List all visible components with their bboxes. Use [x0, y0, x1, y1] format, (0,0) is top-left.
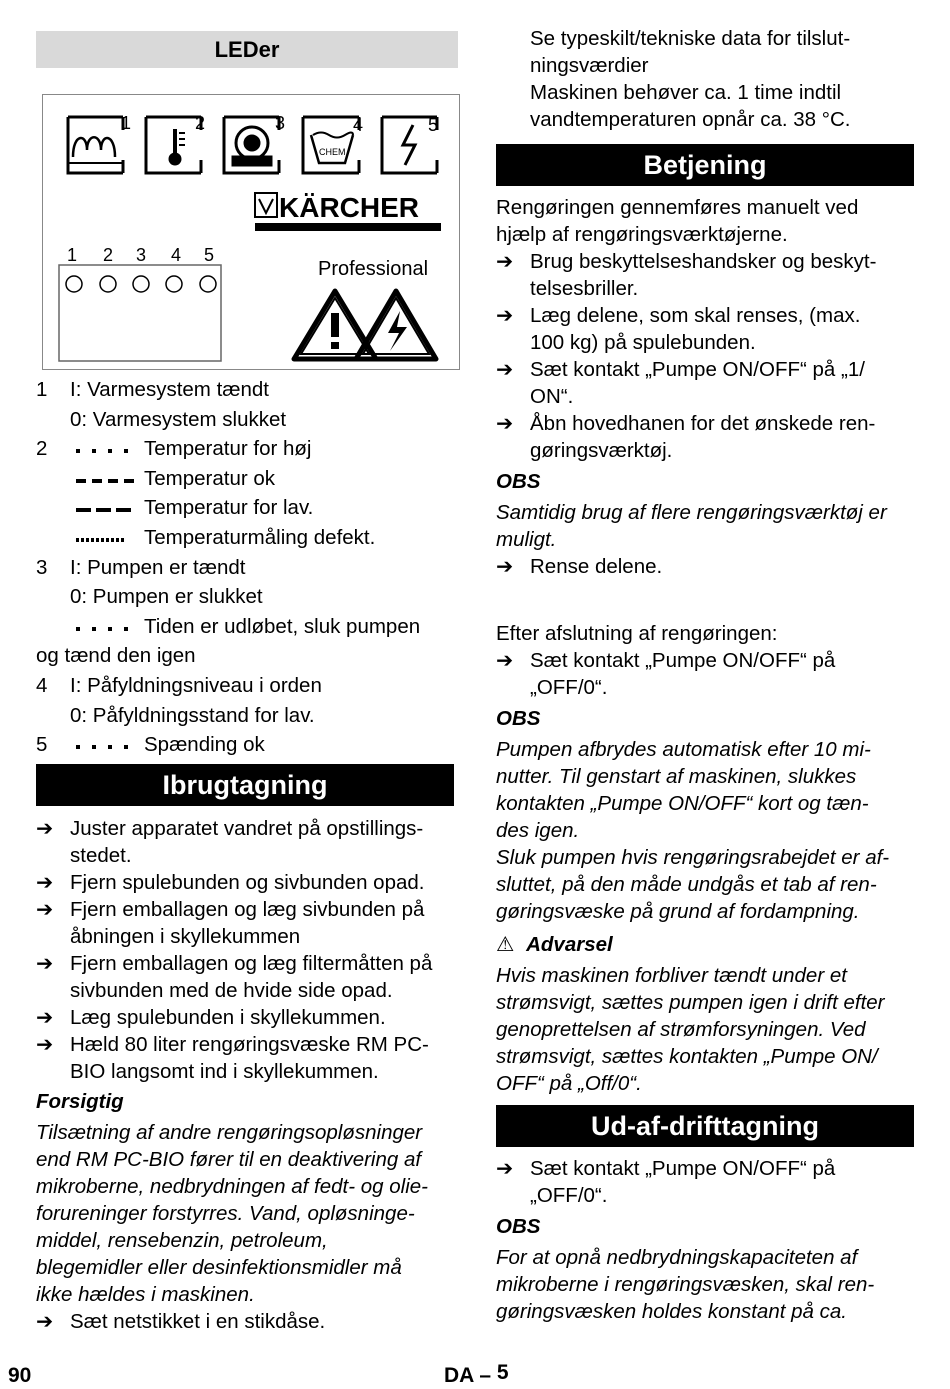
list-item-line: „OFF/0“. [530, 676, 608, 699]
professional-label: Professional [318, 258, 429, 280]
ud-af-drifttagning-heading: Ud-af-drifttagning [496, 1105, 914, 1147]
caution-text-line: end RM PC-BIO fører til en deaktivering af [36, 1148, 422, 1171]
ibrugtagning-heading: Ibrugtagning [36, 764, 454, 806]
list-item-line: Sæt kontakt „Pumpe ON/OFF“ på [530, 649, 836, 672]
led-blink-pattern-icon [76, 435, 136, 464]
legend-text: Temperaturmåling defekt. [144, 525, 376, 549]
obs-text-line: For at opnå nedbrydningskapaciteten af [496, 1246, 858, 1269]
led-number-1: 1 [67, 245, 78, 265]
control-panel-drawing [43, 95, 458, 368]
arrow-icon: ➔ [496, 358, 514, 381]
obs-label: OBS [496, 1215, 541, 1238]
legend-text: Temperatur for høj [144, 437, 312, 461]
legend-row [36, 731, 458, 761]
list-item-line: Sæt kontakt „Pumpe ON/OFF“ på [530, 1157, 836, 1180]
legend-text: I: Pumpen er tændt [70, 555, 246, 579]
led-number-4: 4 [171, 245, 182, 265]
warning-text-line: strømsvigt, sættes pumpen igen i drift efter [496, 991, 885, 1014]
arrow-icon: ➔ [496, 649, 514, 672]
obs-text-line: Pumpen afbrydes automatisk efter 10 mi- [496, 738, 871, 761]
warning-text-line: OFF“ på „Off/0“. [496, 1072, 642, 1095]
led-4-icon [166, 276, 182, 292]
arrow-icon: ➔ [36, 871, 54, 894]
betjening-heading: Betjening [496, 144, 914, 186]
legend-row [36, 376, 458, 406]
caution-text-line: forureninger forstyrres. Vand, opløsninge- [36, 1202, 415, 1225]
led-5-icon [200, 276, 216, 292]
obs-text-line: des igen. [496, 819, 580, 842]
caution-text-line: middel, rensebenzin, petroleum, [36, 1229, 328, 1252]
list-item-line: Sæt kontakt „Pumpe ON/OFF“ på „1/ [530, 358, 865, 381]
arrow-icon: ➔ [496, 250, 514, 273]
icon-number-2: 2 [195, 113, 206, 133]
list-item [496, 356, 914, 410]
legend-row [36, 642, 458, 672]
legend-row [36, 613, 458, 643]
list-item: ➔ Rense delene. [496, 555, 663, 578]
legend-text: I: Påfyldningsniveau i orden [70, 673, 322, 697]
list-item-line: Fjern spulebunden og sivbunden opad. [70, 871, 425, 894]
caution-text-line: Tilsætning af andre rengøringsopløsninger [36, 1121, 423, 1144]
icon-number-3: 3 [275, 113, 286, 133]
obs-text-line: Samtidig brug af flere rengøringsværktøj er [496, 501, 887, 524]
list-item [496, 302, 914, 356]
legend-row [36, 702, 458, 732]
arrow-icon: ➔ [36, 952, 54, 975]
right-column [496, 25, 914, 1325]
arrow-icon: ➔ [36, 898, 54, 921]
obs-text-line: muligt. [496, 528, 557, 551]
list-item [496, 248, 914, 302]
led-blink-pattern-icon [76, 731, 136, 760]
led-2-icon [100, 276, 116, 292]
legend-number: 5 [36, 733, 48, 757]
legend-text: og tænd den igen [36, 644, 196, 668]
list-item-line: Hæld 80 liter rengøringsvæske RM PC- [70, 1033, 429, 1056]
legend-row [36, 554, 458, 584]
obs-text-line: nutter. Til genstart af maskinen, slukkes [496, 765, 857, 788]
caution-text-line: ikke hældes i maskinen. [36, 1283, 255, 1306]
intro-line: hjælp af rengøringsværktøjerne. [496, 223, 788, 246]
led-number-3: 3 [136, 245, 147, 265]
list-item [36, 1004, 458, 1031]
list-item [496, 410, 914, 464]
intro-line: Se typeskilt/tekniske data for tilslut- [530, 27, 851, 50]
list-item-line: Læg delene, som skal renses, (max. [530, 304, 861, 327]
icon-number-5: 5 [428, 115, 439, 135]
warning-text-line: strømsvigt, sættes kontakten „Pumpe ON/ [496, 1045, 878, 1068]
list-item [36, 815, 458, 869]
list-item [36, 1031, 458, 1085]
warning-text-line: genoprettelsen af strømforsyningen. Ved [496, 1018, 866, 1041]
obs-text-line: Sluk pumpen hvis rengøringsrabejdet er af- [496, 846, 890, 869]
list-item-line: Brug beskyttelseshandsker og beskyt- [530, 250, 877, 273]
list-item-line: telsesbriller. [530, 277, 639, 300]
arrow-icon: ➔ [496, 412, 514, 435]
leds-heading: LEDer [36, 31, 458, 68]
legend-row [36, 672, 458, 702]
led-number-2: 2 [103, 245, 114, 265]
list-item [36, 896, 458, 950]
led-1-icon [66, 276, 82, 292]
caution-text-line: blegemidler eller desinfektionsmidler må [36, 1256, 402, 1279]
icon-number-4: 4 [353, 115, 364, 135]
icon-number-1: 1 [121, 113, 132, 133]
list-item-line: Fjern emballagen og læg filtermåtten på [70, 952, 433, 975]
intro-line: vandtemperaturen opnår ca. 38 °C. [530, 108, 851, 131]
obs-label: OBS [496, 470, 541, 493]
legend-text: 0: Varmesystem slukket [70, 407, 287, 431]
led-blink-pattern-icon [76, 494, 136, 523]
legend-row [36, 406, 458, 436]
arrow-icon: ➔ [36, 817, 54, 840]
arrow-icon: ➔ [36, 1310, 54, 1333]
list-item-line: Juster apparatet vandret på opstillings- [70, 817, 424, 840]
list-item [496, 647, 914, 701]
led-blink-pattern-icon [76, 465, 136, 494]
caution-label: Forsigtig [36, 1090, 124, 1113]
led-number-5: 5 [204, 245, 215, 265]
list-item-line: Åbn hovedhanen for det ønskede ren- [530, 412, 876, 435]
ibrugtagning-section [36, 764, 458, 1335]
warning-text-line: Hvis maskinen forbliver tændt under et [496, 964, 847, 987]
arrow-icon: ➔ [496, 1157, 514, 1180]
legend-number: 1 [36, 378, 48, 401]
list-item-line: BIO langsomt ind i skyllekummen. [70, 1060, 379, 1083]
list-item-line: „OFF/0“. [530, 1184, 608, 1207]
list-item-line: åbningen i skyllekummen [70, 925, 301, 948]
obs-text-line: kontakten „Pumpe ON/OFF“ kort og tæn- [496, 792, 869, 815]
intro-line: ningsværdier [530, 54, 649, 77]
footer-language: DA – 5 [444, 1361, 509, 1387]
brand-logo: KÄRCHER [279, 192, 419, 223]
legend-number: 3 [36, 555, 48, 579]
list-item-line: ON“. [530, 385, 574, 408]
legend-text: Temperatur ok [144, 466, 276, 490]
arrow-icon: ➔ [496, 555, 514, 578]
chem-label: CHEM [319, 147, 346, 157]
obs-text-line: gøringsvæsken holdes konstant på ca. [496, 1300, 847, 1323]
warning-label: ⚠ Advarsel [496, 933, 613, 956]
list-item [36, 869, 458, 896]
legend-number: 4 [36, 673, 48, 697]
caution-text-line: mikroberne, nedbrydningen af fedt- og olie- [36, 1175, 429, 1198]
legend-row [36, 494, 458, 524]
arrow-icon: ➔ [36, 1033, 54, 1056]
legend-text: 0: Påfyldningsstand for lav. [70, 703, 315, 727]
legend-row [36, 435, 458, 465]
intro-line: Rengøringen gennemføres manuelt ved [496, 196, 859, 219]
legend-row [36, 583, 458, 613]
legend-text: Tiden er udløbet, sluk pumpen [144, 614, 421, 638]
list-item: ➔ Sæt netstikket i en stikdåse. [36, 1310, 326, 1333]
arrow-icon: ➔ [36, 1006, 54, 1029]
led-blink-pattern-icon [76, 524, 136, 553]
list-item [36, 950, 458, 1004]
led-3-icon [133, 276, 149, 292]
led-blink-pattern-icon [76, 613, 136, 642]
list-item-line: stedet. [70, 844, 132, 867]
legend-number: 2 [36, 437, 48, 461]
obs-label: OBS [496, 707, 541, 730]
obs-text-line: mikroberne i rengøringsvæsken, skal ren- [496, 1273, 875, 1296]
legend-text: 0: Pumpen er slukket [70, 585, 263, 609]
list-item [496, 1155, 914, 1209]
legend-row [36, 524, 458, 554]
legend-row [36, 465, 458, 495]
obs-text-line: sluttet, på den måde undgås et tab af ren- [496, 873, 877, 896]
legend-text: I: Varmesystem tændt [70, 378, 269, 401]
list-item-line: 100 kg) på spulebunden. [530, 331, 756, 354]
led-legend [36, 376, 458, 761]
arrow-icon: ➔ [496, 304, 514, 327]
list-item-line: sivbunden med de hvide side opad. [70, 979, 393, 1002]
page-number: 90 [8, 1364, 32, 1387]
legend-text: Temperatur for lav. [144, 496, 314, 520]
control-panel-illustration [42, 94, 460, 370]
list-item-line: Læg spulebunden i skyllekummen. [70, 1006, 386, 1029]
after-cleaning-label: Efter afslutning af rengøringen: [496, 622, 778, 645]
intro-line: Maskinen behøver ca. 1 time indtil [530, 81, 842, 104]
list-item-line: Fjern emballagen og læg sivbunden på [70, 898, 425, 921]
obs-text-line: gøringsvæske på grund af fordampning. [496, 900, 860, 923]
warning-icon: ⚠ [496, 933, 515, 956]
list-item-line: gøringsværktøj. [530, 439, 673, 462]
legend-text: Spænding ok [144, 733, 265, 757]
